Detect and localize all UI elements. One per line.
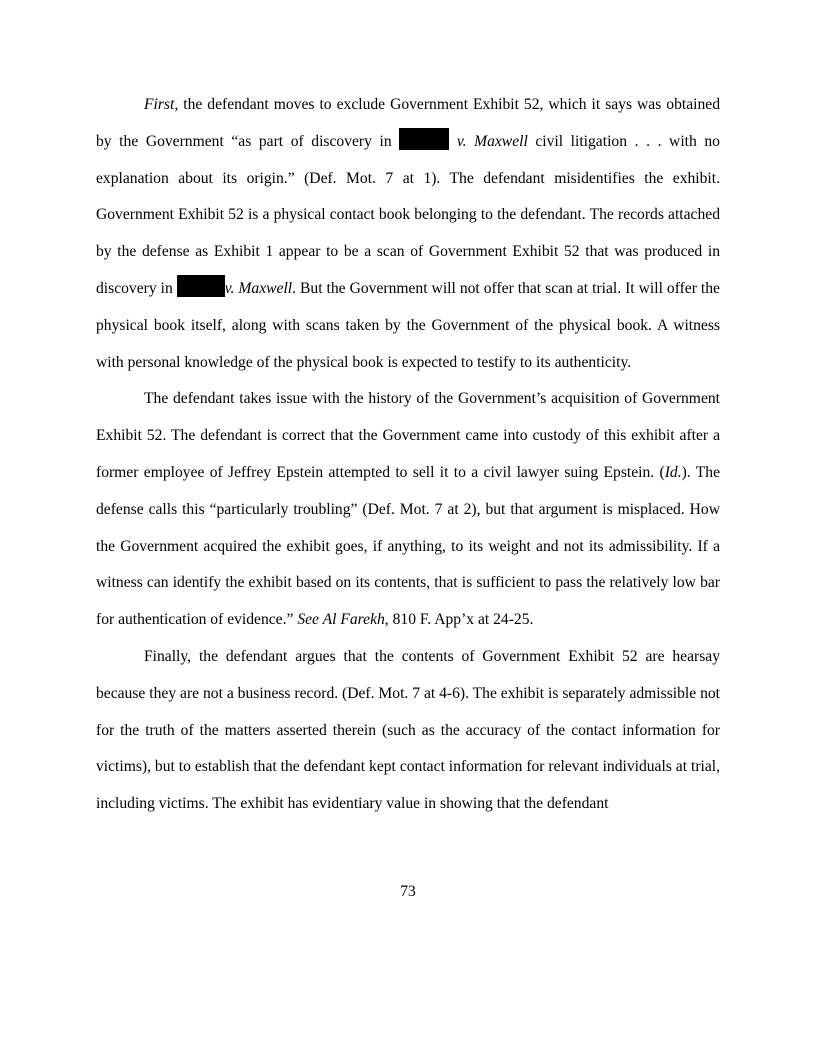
document-body — [96, 87, 720, 823]
paragraph-text — [449, 133, 457, 150]
paragraph-text: ). The defense calls this “particularly troubling” (Def. Mot. 7 at 2), but that argument is misplaced. How the Government acquired the exhibit goes, if anything, to its weight and not its admissibility. If a witness can identify the exhibit based on its contents, that is sufficient to pass the relatively low bar for authentication of evidence.” — [96, 463, 721, 629]
redaction-box — [399, 128, 449, 150]
case-name-italic: v. Maxwell — [456, 132, 528, 150]
case-name-italic: v. Maxwell — [224, 279, 293, 297]
paragraph-text: . But the Government will not offer that scan at trial. It will offer the physical book itself, along with scans taken by the Government of the physical book. A witness with personal knowledge of the physical book is expected to testify to its authenticity. — [96, 279, 720, 371]
paragraph-hearsay — [96, 639, 720, 823]
paragraph-first — [96, 87, 720, 381]
paragraph-text: , 810 F. App’x at 24-25. — [384, 611, 534, 629]
redaction-box — [177, 275, 225, 297]
citation-see-italic: See Al Farekh — [297, 611, 385, 629]
citation-id-italic: Id. — [664, 463, 682, 481]
paragraph-text: Finally, the defendant argues that the contents of Government Exhibit 52 are hearsay because they are not a business record. (Def. Mot. 7 at 4-6). The exhibit is separately admissible not for the truth of the matters asserted therein (such as the accuracy of the contact information for victims), but to establish that the defendant kept contact information for relevant individuals at trial, including victims. The exhibit has evidentiary value in showing that the defendant — [96, 647, 720, 813]
paragraph-text: the defendant moves to exclude Government Exhibit 52, which it says was obtained by the Government “as part of discovery in — [96, 96, 720, 150]
paragraph-text: The defendant takes issue with the history of the Government’s acquisition of Government Exhibit 52. The defendant is correct that the Government came into custody of this exhibit after a former employee of Jeffrey Epstein attempted to sell it to a civil lawyer suing Epstein. ( — [96, 390, 720, 481]
lead-word-first: First, — [144, 96, 179, 113]
page-number: 73 — [400, 883, 416, 900]
paragraph-text: civil litigation . . . with no explanation about its origin.” (Def. Mot. 7 at 1). The defendant misidentifies the exhibit. Government Exhibit 52 is a physical contact book belonging to the defendant. The records attached by the defense as Exhibit 1 appear to be a scan of Government Exhibit 52 that was produced in discovery in — [96, 132, 720, 297]
paragraph-acquisition — [96, 381, 720, 639]
